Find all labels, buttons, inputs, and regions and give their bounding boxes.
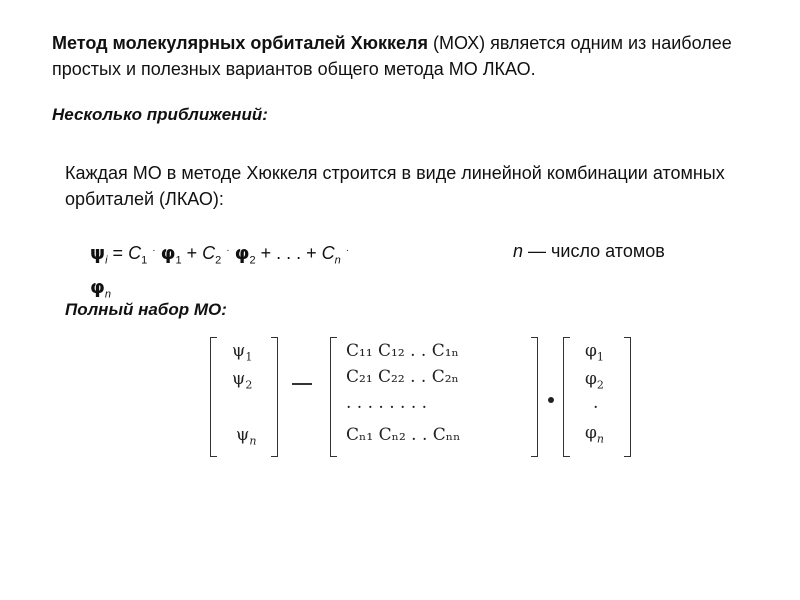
- atom-count-note: n — число атомов: [513, 241, 665, 261]
- lcao-paragraph: Каждая МО в методе Хюккеля строится в виде линейной комбинации атомных орбиталей (ЛКАО):: [65, 163, 725, 209]
- psi-column-matrix: [210, 337, 278, 455]
- right-bracket: [271, 337, 278, 457]
- matrix-cell: $\psi_n$: [236, 425, 257, 448]
- matrix-row: Cₙ₁ Cₙ₂ . . Cₙₙ: [346, 425, 461, 445]
- intro-paragraph: [52, 30, 742, 82]
- intro-rest: (МОХ) является одним из наиболее простых и полезных вариантов общего метода МО ЛКАО.: [52, 33, 732, 79]
- right-bracket: [531, 337, 538, 457]
- heading-full-set: Полный набор МО:: [65, 300, 227, 319]
- matrix-cell: $\varphi_n$: [585, 423, 604, 446]
- phi-column-matrix: [563, 337, 631, 455]
- matrix-row: C₁₁ C₁₂ . . C₁ₙ: [346, 341, 459, 361]
- left-bracket: [330, 337, 337, 457]
- phi-symbol: φ: [160, 242, 176, 264]
- coefficient-matrix: [330, 337, 538, 455]
- left-bracket: [563, 337, 570, 457]
- matrix-row: . . . . . . . .: [346, 393, 428, 413]
- matrix-cell: $\varphi_1$: [585, 341, 604, 364]
- left-bracket: [210, 337, 217, 457]
- lcao-formula: $\psi_i = C_1$ · $\varphi_1 + C_2$ · $\varphi_2$ + . . . + $C_n$ · $\varphi_n$: [90, 242, 350, 301]
- intro-term: Метод молекулярных орбиталей Хюккеля: [52, 33, 428, 53]
- matrix-row: C₂₁ C₂₂ . . C₂ₙ: [346, 367, 459, 387]
- heading-approximations: Несколько приближений:: [52, 105, 268, 124]
- matrix-cell: .: [593, 393, 599, 413]
- matrix-cell: $\varphi_2$: [585, 369, 604, 392]
- psi-symbol: ψ: [90, 242, 106, 264]
- multiplication-dot: [548, 397, 554, 403]
- right-bracket: [624, 337, 631, 457]
- equals-sign: [292, 383, 312, 385]
- matrix-cell: $\psi_1$: [232, 341, 253, 364]
- matrix-cell: $\psi_2$: [232, 369, 253, 392]
